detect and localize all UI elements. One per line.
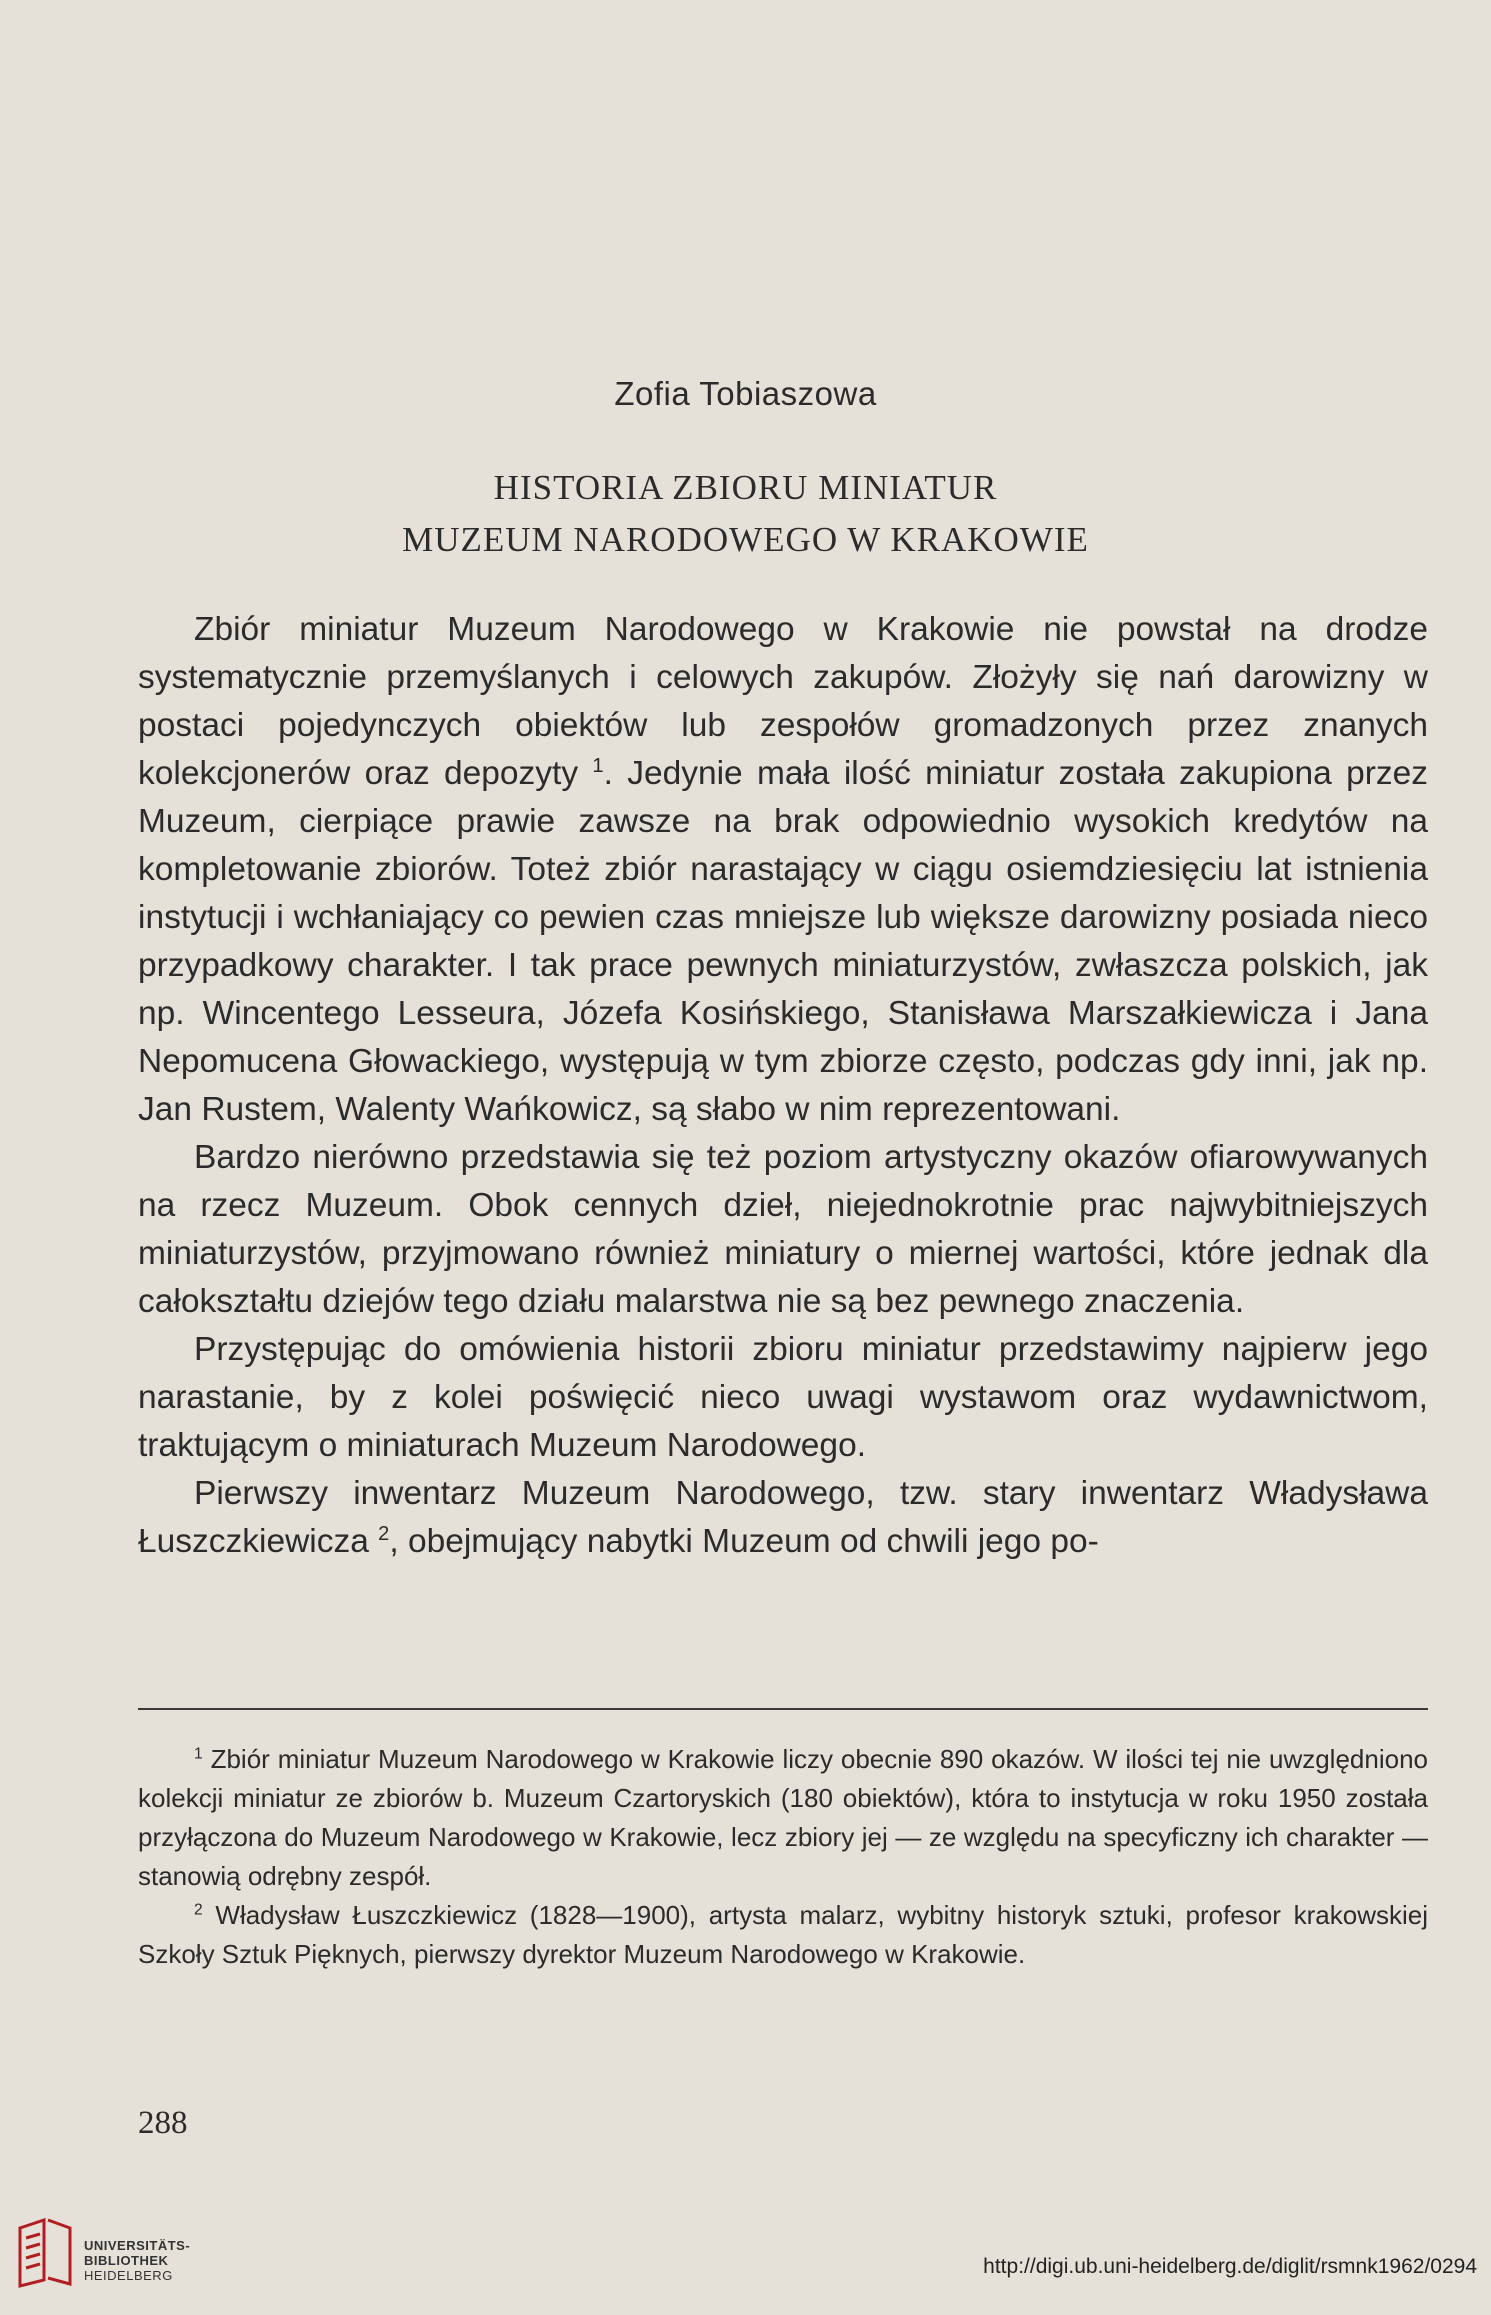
author-name: Zofia Tobiaszowa	[614, 375, 877, 412]
logo-line-2: BIBLIOTHEK	[84, 2253, 169, 2268]
paragraph-1-text-b: . Jedynie mała ilość miniatur została zakupiona przez Muzeum, cierpiące prawie zawsze na brak odpowiednio wysokich kredytów na kompletowanie zbiorów. Toteż zbiór narastający w ciągu osiemdziesięciu lat istnienia instytucji i wchłaniający co pewien czas mniejsze lub większe darowizny posiada nieco przypadkowy charakter. I tak prace pewnych miniaturzystów, zwłaszcza polskich, jak np. Wincentego Lesseura, Józefa Kosińskiego, Stanisława Marszałkiewicza i Jana Nepomucena Głowackiego, występują w tym zbiorze często, podczas gdy inni, jak np. Jan Rustem, Walenty Wańkowicz, są słabo w nim reprezentowani.	[138, 755, 1428, 1128]
paragraph-1-text-a: Zbiór miniatur Muzeum Narodowego w Krakowie nie powstał na drodze systematycznie przemyślanych i celowych zakupów. Złożyły się nań darowizny w postaci pojedynczych obiektów lub zespołów gromadzonych przez znanych kolekcjonerów oraz depozyty	[138, 611, 1428, 792]
library-logo-text	[84, 2238, 190, 2283]
paragraph-1	[138, 606, 1428, 1134]
paragraph-3: Przystępując do omówienia historii zbioru miniatur przedstawimy najpierw jego narastanie, by z kolei poświęcić nieco uwagi wystawom oraz wydawnictwom, traktującym o miniaturach Muzeum Narodowego.	[138, 1331, 1428, 1464]
footnote-1-text: Zbiór miniatur Muzeum Narodowego w Krakowie liczy obecnie 890 okazów. W ilości tej nie uwzględniono kolekcji miniatur ze zbiorów b. Muzeum Czartoryskich (180 obiektów), która to instytucja w roku 1950 została przyłączona do Muzeum Narodowego w Krakowie, lecz zbiory jej — ze względu na specyficzny ich charakter — stanowią odrębny zespół.	[138, 1744, 1428, 1891]
paragraph-4-text-b: , obejmujący nabytki Muzeum od chwili jego po-	[389, 1523, 1099, 1560]
footnotes	[138, 1740, 1428, 1974]
footnote-mark-2: 2	[194, 1901, 203, 1919]
paragraph-4	[138, 1470, 1428, 1566]
footnote-1	[138, 1740, 1428, 1896]
paragraph-2: Bardzo nierówno przedstawia się też poziom artystyczny okazów ofiarowywanych na rzecz Muzeum. Obok cennych dzieł, niejednokrotnie prac najwybitniejszych miniaturzystów, przyjmowano również miniatury o miernej wartości, które jednak dla całokształtu dziejów tego działu malarstwa nie są bez pewnego znaczenia.	[138, 1139, 1428, 1320]
footnote-2-text: Władysław Łuszczkiewicz (1828—1900), artysta malarz, wybitny historyk sztuki, profesor krakowskiej Szkoły Sztuk Pięknych, pierwszy dyrektor Muzeum Narodowego w Krakowie.	[138, 1900, 1428, 1969]
article-title	[0, 462, 1491, 566]
page-number: 288	[138, 2105, 188, 2141]
footnote-2	[138, 1896, 1428, 1974]
title-line-2: MUZEUM NARODOWEGO W KRAKOWIE	[402, 520, 1089, 559]
footnote-divider	[138, 1708, 1428, 1710]
footnote-ref-1[interactable]: 1	[592, 754, 604, 777]
article-body	[138, 606, 1428, 1566]
footnote-mark-1: 1	[194, 1745, 203, 1763]
logo-line-3: HEIDELBERG	[84, 2268, 173, 2283]
footnote-ref-2[interactable]: 2	[378, 1522, 390, 1545]
logo-line-1: UNIVERSITÄTS-	[84, 2238, 191, 2253]
university-library-logo-icon	[14, 2218, 76, 2288]
source-url[interactable]: http://digi.ub.uni-heidelberg.de/diglit/rsmnk1962/0294	[983, 2255, 1477, 2278]
paragraph-4-text-a: Pierwszy inwentarz Muzeum Narodowego, tzw. stary inwentarz Władysława Łuszczkiewicza	[138, 1475, 1428, 1560]
title-line-1: HISTORIA ZBIORU MINIATUR	[493, 468, 998, 507]
